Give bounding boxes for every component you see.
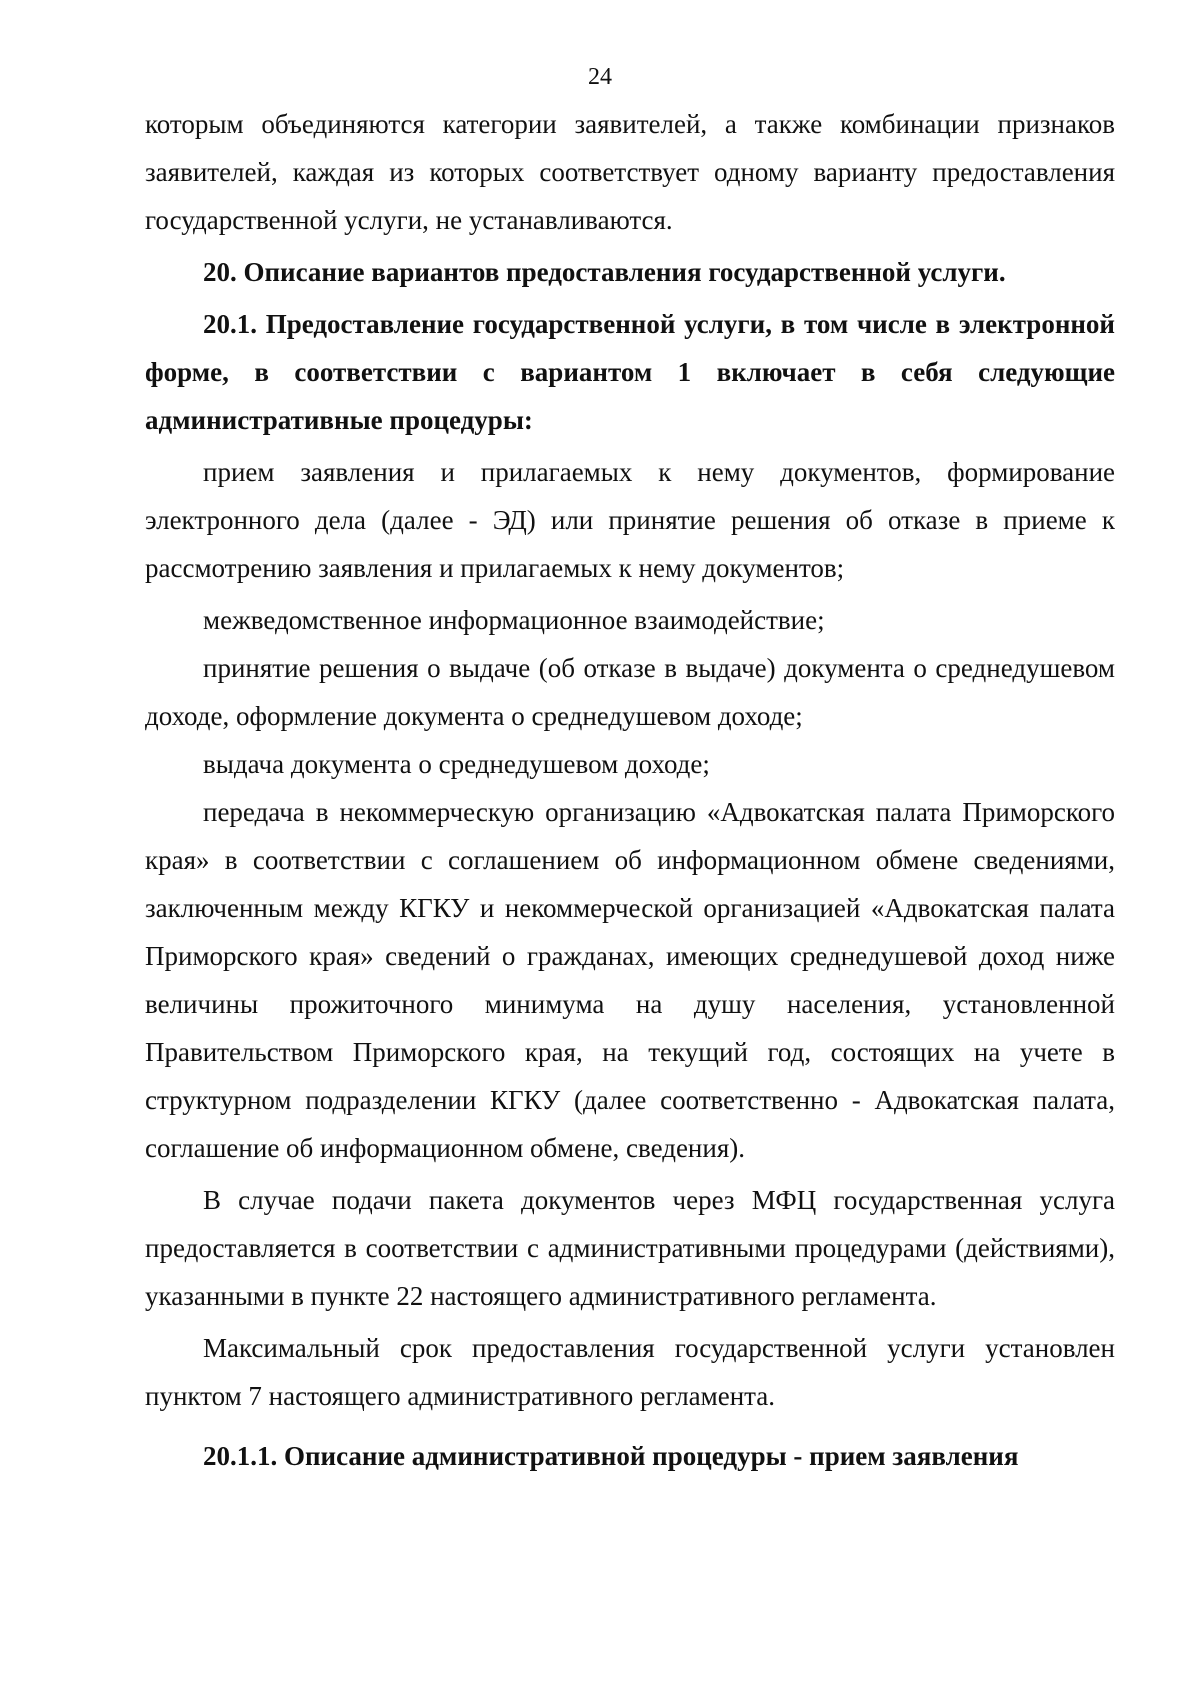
paragraph-max-term: Максимальный срок предоставления государственной услуги установлен пунктом 7 настоящего административного регламента. — [145, 1333, 1115, 1411]
section-heading-20-1: 20.1. Предоставление государственной услуги, в том числе в электронной форме, в соответствии с вариантом 1 включает в себя следующие административные процедуры: — [145, 309, 1115, 435]
paragraph-intro-continuation: которым объединяются категории заявителей, а также комбинации признаков заявителей, каждая из которых соответствует одному варианту предоставления государственной услуги, не устанавливаются. — [145, 109, 1115, 235]
paragraph-procedure-issuance: выдача документа о среднедушевом доходе; — [203, 749, 710, 779]
paragraph-procedure-reception: прием заявления и прилагаемых к нему документов, формирование электронного дела (далее - ЭД) или принятие решения об отказе в приеме к рассмотрению заявления и прилагаемых к нему документов; — [145, 457, 1115, 583]
paragraph-mfc-case: В случае подачи пакета документов через МФЦ государственная услуга предоставляется в соответствии с административными процедурами (действиями), указанными в пункте 22 настоящего административного регламента. — [145, 1185, 1115, 1311]
page-number: 24 — [588, 64, 612, 90]
paragraph-procedure-decision: принятие решения о выдаче (об отказе в выдаче) документа о среднедушевом доходе, оформление документа о среднедушевом доходе; — [145, 653, 1115, 731]
paragraph-procedure-interagency: межведомственное информационное взаимодействие; — [203, 605, 825, 635]
section-heading-20: 20. Описание вариантов предоставления государственной услуги. — [203, 257, 1006, 287]
document-body — [145, 100, 1115, 1480]
paragraph-procedure-transfer: передача в некоммерческую организацию «Адвокатская палата Приморского края» в соответствии с соглашением об информационном обмене сведениями, заключенным между КГКУ и некоммерческой организацией «Адвокатская палата Приморского края» сведений о гражданах, имеющих среднедушевой доход ниже величины прожиточного минимума на душу населения, установленной Правительством Приморского края, на текущий год, состоящих на учете в структурном подразделении КГКУ (далее соответственно - Адвокатская палата, соглашение об информационном обмене, сведения). — [145, 797, 1115, 1163]
section-heading-20-1-1: 20.1.1. Описание административной процедуры - прием заявления — [203, 1441, 1019, 1471]
